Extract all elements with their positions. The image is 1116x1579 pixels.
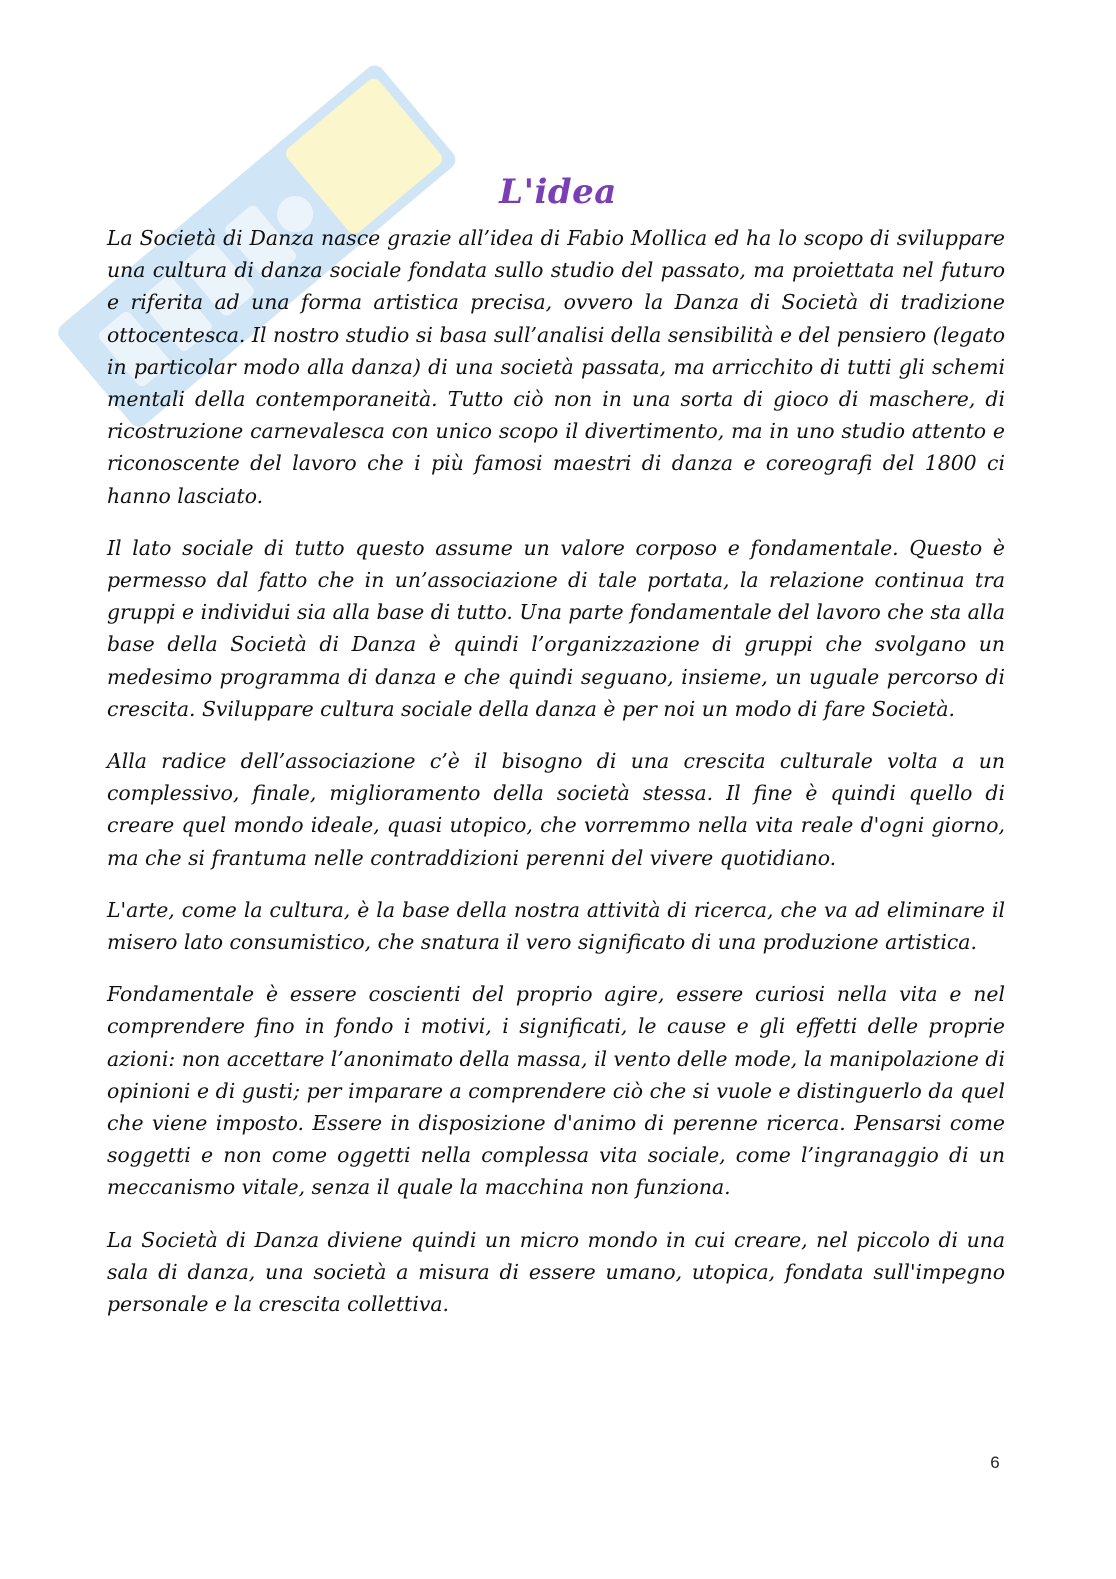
paragraph: Il lato sociale di tutto questo assume un valore corposo e fondamentale. Questo è permesso dal fatto che in un’associazione di tale portata, la relazione continua tra gruppi e individui sia alla base di tutto. Una parte fondamentale del lavoro che sta alla base della Società di Danza è quindi l’organizzazione di gruppi che svolgano un medesimo programma di danza e che quindi seguano, insieme, un uguale percorso di crescita. Sviluppare cultura sociale della danza è per noi un modo di fare Società. xyxy=(107,535,1006,721)
body-text xyxy=(107,222,1005,1340)
page-title: L'idea xyxy=(499,172,617,212)
paragraph: La Società di Danza diviene quindi un micro mondo in cui creare, nel piccolo di una sala di danza, una società a misura di essere umano, utopica, fondata sull'impegno personale e la crescita collettiva. xyxy=(107,1227,1005,1317)
page-number: 6 xyxy=(990,1453,1000,1472)
paragraph: Fondamentale è essere coscienti del proprio agire, essere curiosi nella vita e nel comprendere fino in fondo i motivi, i significati, le cause e gli effetti delle proprie azioni: non accettare l’anonimato della massa, il vento delle mode, la manipolazione di opinioni e di gusti; per imparare a comprendere ciò che si vuole e distinguerlo da quel che viene imposto. Essere in disposizione d'animo di perenne ricerca. Pensarsi come soggetti e non come oggetti nella complessa vita sociale, come l’ingranaggio di un meccanismo vitale, senza il quale la macchina non funziona. xyxy=(107,982,1005,1200)
paragraph: La Società di Danza nasce grazie all’idea di Fabio Mollica ed ha lo scopo di sviluppare una cultura di danza sociale fondata sullo studio del passato, ma proiettata nel futuro e riferita ad una forma artistica precisa, ovvero la Danza di Società di tradizione ottocentesca. Il nostro studio si basa sull’analisi della sensibilità e del pensiero (legato in particolar modo alla danza) di una società passata, ma arricchito di tutti gli schemi mentali della contemporaneità. Tutto ciò non in una sorta di gioco di maschere, di ricostruzione carnevalesca con unico scopo il divertimento, ma in uno studio attento e riconoscente del lavoro che i più famosi maestri di danza e coreografi del 1800 ci hanno lasciato. xyxy=(107,226,1005,508)
paragraph: Alla radice dell’associazione c’è il bisogno di una crescita culturale volta a un complessivo, finale, miglioramento della società stessa. Il fine è quindi quello di creare quel mondo ideale, quasi utopico, che vorremmo nella vita reale d'ogni giorno, ma che si frantuma nelle contraddizioni perenni del vivere quotidiano. xyxy=(107,749,1005,870)
paragraph: L'arte, come la cultura, è la base della nostra attività di ricerca, che va ad eliminare il misero lato consumistico, che snatura il vero significato di una produzione artistica. xyxy=(107,897,1005,955)
